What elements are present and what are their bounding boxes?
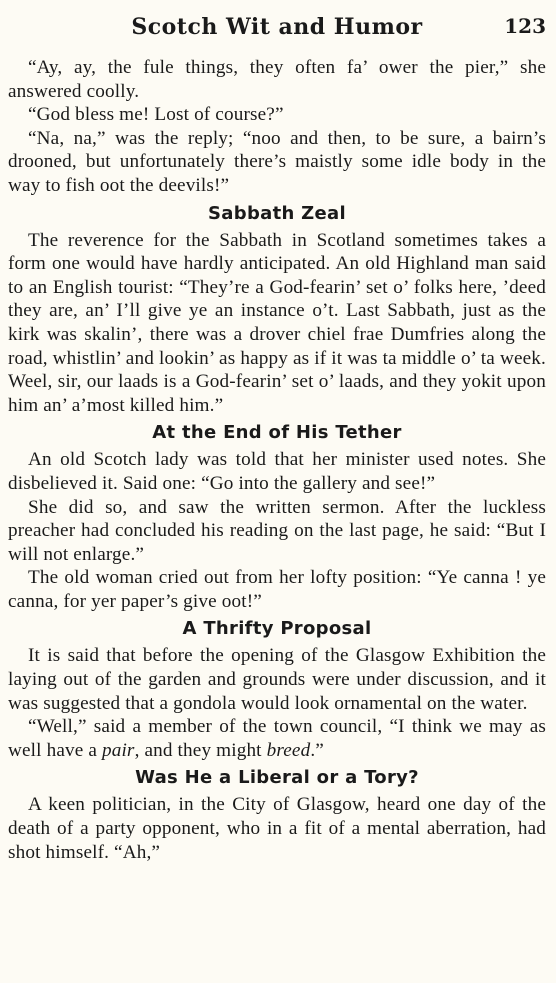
thrifty-paragraph-2 xyxy=(8,715,546,762)
thrifty-paragraph-1: It is said that before the opening of the Glasgow Exhibition the laying out of the garden and grounds were under discussion, and it was suggested that a gondola would look ornamental on the water. xyxy=(8,645,546,714)
tether-paragraph-1: An old Scotch lady was told that her minister used notes. She disbelieved it. Said one: “Go into the gallery and see!” xyxy=(8,449,546,494)
liberal-paragraph-1: A keen politician, in the City of Glasgow, heard one day of the death of a party opponent, who in a fit of a mental aberration, had shot himself. “Ah,” xyxy=(8,794,546,863)
section-heading-thrifty-proposal: A Thrifty Proposal xyxy=(182,618,372,640)
page-number: 123 xyxy=(504,14,546,38)
thrifty-p2-emphasis-pair: pair xyxy=(101,739,135,761)
page-header xyxy=(8,8,546,42)
intro-paragraph-1: “Ay, ay, the fule things, they often fa’ ower the pier,” she answered coolly. xyxy=(8,57,546,102)
section-heading-liberal-or-tory: Was He a Liberal or a Tory? xyxy=(135,767,419,789)
tether-paragraph-2: She did so, and saw the written sermon. After the luckless preacher had concluded his reading on the last page, he said: “But I will not enlarge.” xyxy=(8,496,546,565)
thrifty-p2-text-a: “Well,” said a member of the town council, “I think we may as well have a xyxy=(8,716,546,761)
thrifty-p2-text-c: .” xyxy=(310,739,324,761)
section-heading-sabbath-zeal: Sabbath Zeal xyxy=(208,202,346,224)
page-body xyxy=(8,56,546,864)
thrifty-p2-emphasis-breed: breed xyxy=(266,739,311,761)
tether-paragraph-3: The old woman cried out from her lofty position: “Ye canna ! ye canna, for yer paper’s give oot!” xyxy=(8,567,546,612)
running-title: Scotch Wit and Humor xyxy=(131,14,423,40)
intro-paragraph-3: “Na, na,” was the reply; “noo and then, to be sure, a bairn’s drooned, but unfortunately there’s maistly some idle body in the way to fish oot the deevils!” xyxy=(8,127,546,196)
intro-paragraph-2: “God bless me! Lost of course?” xyxy=(28,104,284,126)
section-heading-end-of-tether: At the End of His Tether xyxy=(152,422,402,444)
sabbath-paragraph-1: The reverence for the Sabbath in Scotland sometimes takes a form one would have hardly anticipated. An old Highland man said to an English tourist: “They’re a God-fearin’ set o’ folks here, ’deed they are, an’ I’ll give ye an instance o’t. Last Sabbath, just as the kirk was skalin’, there was a drover chiel frae Dumfries along the road, whistlin’ and lookin’ as happy as if it was ta middle o’ ta week. Weel, sir, our laads is a God-fearin’ set o’ laads, and they yokit upon him an’ a’most killed him.” xyxy=(8,229,546,416)
thrifty-p2-text-b: , and they might xyxy=(134,739,267,761)
